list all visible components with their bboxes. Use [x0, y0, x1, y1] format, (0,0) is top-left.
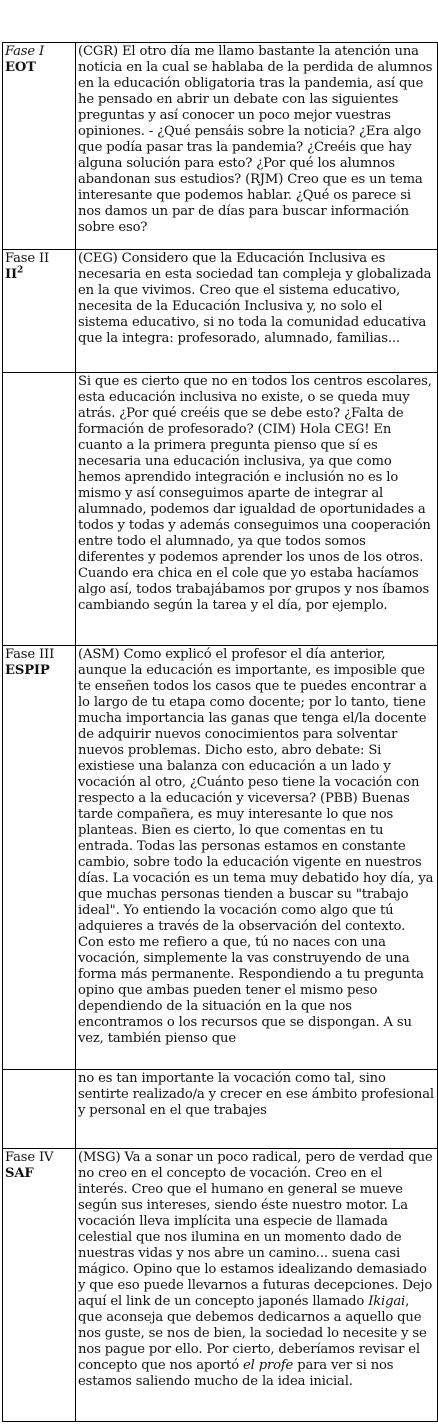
table-row: [3, 1149, 438, 1422]
message-cell: [76, 373, 438, 646]
phase-abbreviation-superscript: 2: [17, 265, 24, 276]
message-cell: [76, 1070, 438, 1149]
table-row: [3, 646, 438, 1070]
phase-cell: [3, 1149, 76, 1422]
message-text: (CGR) El otro día me llamo bastante la atención una noticia en la cual se hablaba de la perdida de alumnos en la educación obligatoria tras la pandemia, así que he pensado en abrir un debate con las siguientes preguntas y así conocer un poco mejor vuestras opiniones. - ¿Qué pensáis sobre la noticia? ¿Era algo que podía pasar tras la pandemia? ¿Creéis que hay alguna solución para esto? ¿Por qué los alumnos abandonan sus estudios? (RJM) Creo que es un tema interesante que podemos hablar. ¿Qué os parece si nos damos un par de días para buscar información sobre eso?: [78, 44, 433, 235]
phase-abbreviation: SAF: [5, 1166, 34, 1181]
message-cell: [76, 1149, 438, 1422]
message-text: (CEG) Considero que la Educación Inclusiva es necesaria en esta sociedad tan compleja y globalizada en la que vivimos. Creo que el sistema educativo, necesita de la Educación Inclusiva y, no solo el sistema educativo, si no toda la comunidad educativa que la integra: profesorado, alumnado, familias...: [78, 251, 432, 346]
message-cell: [76, 43, 438, 250]
phase-cell: [3, 1070, 76, 1149]
phase-cell: [3, 646, 76, 1070]
message-cell: [76, 646, 438, 1070]
message-text-part: para ver si nos estamos saliendo mucho de la idea inicial.: [78, 1358, 394, 1389]
phase-abbreviation: [5, 267, 73, 283]
message-text: (ASM) Como explicó el profesor el día anterior, aunque la educación es importante, es imposible que te enseñen todos los casos que te puedes encontrar a lo largo de tu etapa como docente; por lo tanto, tiene mucha importancia las ganas que tenga el/la docente de adquirir nuevos conocimientos para solventar nuevos problemas. Dicho esto, abro debate: Si existiese una balanza con educación a un lado y vocación al otro, ¿Cuánto peso tiene la vocación con respecto a la educación y viceversa? (PBB) Buenas tarde compañera, es muy interesante lo que nos planteas. Bien es cierto, lo que comentas en tu entrada. Todas las personas estamos en constante cambio, sobre todo la educación vigente en nuestros días. La vocación es un tema muy debatido hoy día, ya que muchas personas tienden a buscar su "trabajo ideal". Yo entiendo la vocación como algo que tú adquieres a través de la observación del contexto. Con esto me refiero a que, tú no naces con una vocación, simplemente la vas construyendo de una forma más permanente. Respondiendo a tu pregunta opino que ambas pueden tener el mismo peso dependiendo de la situación en la que nos encontramos o los recursos que se dispongan. A su vez, también pienso que: [78, 647, 434, 1046]
message-text-part: , que aconseja que debemos dedicarnos a aquello que nos guste, se nos de bien, la sociedad lo necesite y se nos pague por ello. Por cierto, deberíamos revisar el concepto que nos aportó: [78, 1294, 427, 1373]
phase-label: Fase III: [5, 647, 55, 662]
phase-abbreviation: ESPIP: [5, 663, 50, 678]
message-text-part: (MSG) Va a sonar un poco radical, pero de verdad que no creo en el concepto de vocación. Creo en el interés. Creo que el humano en general se mueve según sus intereses, siendo éste nuestro motor. La vocación lleva implícita una especie de llamada celestial que nos ilumina en un momento dado de nuestras vidas y nos abre un camino... suena casi mágico. Opino que lo estamos idealizando demasiado y que eso puede llevarnos a futuras decepciones. Dejo aquí el link de un concepto japonés llamado: [78, 1150, 433, 1309]
el-profe-term: el profe: [242, 1358, 294, 1373]
table-row: [3, 373, 438, 646]
phase-cell: [3, 373, 76, 646]
forum-transcript-table: [2, 42, 438, 1422]
table-row: [3, 1070, 438, 1149]
phase-label: Fase IV: [5, 1150, 54, 1165]
message-text: [78, 1150, 435, 1390]
phase-cell: [3, 250, 76, 373]
phase-cell: [3, 43, 76, 250]
message-cell: [76, 250, 438, 373]
ikigai-term: Ikigai: [368, 1294, 406, 1309]
message-text: Si que es cierto que no en todos los centros escolares, esta educación inclusiva no existe, o se queda muy atrás. ¿Por qué creéis que se debe esto? ¿Falta de formación de profesorado? (CIM) Hola CEG! En cuanto a la primera pregunta pienso que sí es necesaria una educación inclusiva, ya que como hemos aprendido integración e inclusión no es lo mismo y así conseguimos aparte de integrar al alumnado, podemos dar igualdad de oportunidades a todos y todas y además conseguimos una cooperación entre todo el alumnado, ya que todos somos diferentes y podemos aprender los unos de los otros. Cuando era chica en el cole que yo estaba hacíamos algo así, todos trabajábamos por grupos y nos íbamos cambiando según la tarea y el día, por ejemplo.: [78, 374, 432, 613]
phase-label: Fase II: [5, 251, 50, 266]
table-row: [3, 250, 438, 373]
phase-abbreviation-text: II: [5, 267, 17, 282]
table-row: [3, 43, 438, 250]
phase-abbreviation: EOT: [5, 60, 36, 75]
message-text: no es tan importante la vocación como tal, sino sentirte realizado/a y crecer en ese ámbito profesional y personal en el que trabajes: [78, 1071, 434, 1118]
phase-label: Fase I: [5, 44, 45, 59]
